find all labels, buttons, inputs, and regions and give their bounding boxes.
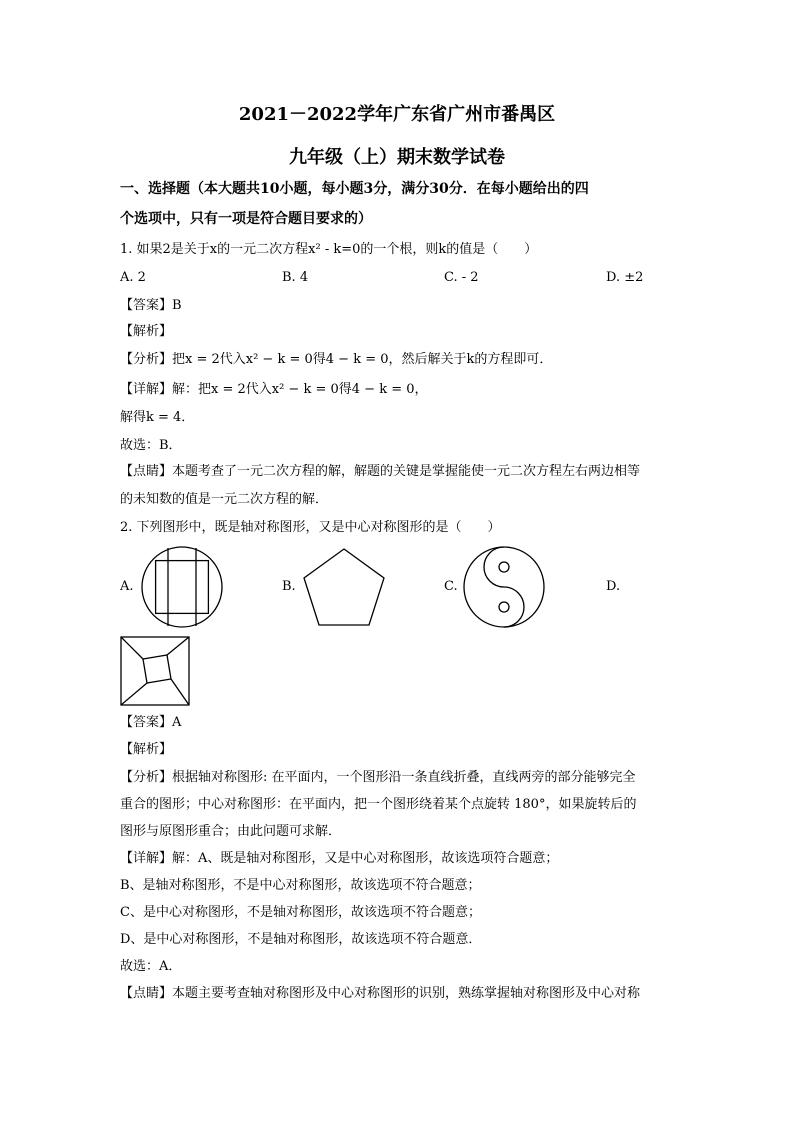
q2-label-d: D. [606, 579, 621, 594]
figure-a-circle-square [140, 545, 224, 629]
section-heading-line-2: 个选项中，只有一项是符合题目要求的） [120, 211, 372, 227]
section-heading-line-1: 一、选择题（本大题共10小题，每小题3分，满分30分．在每小题给出的四 [120, 181, 589, 197]
q1-choose: 故选：B． [120, 438, 182, 453]
q2-fenxi-line-1: 【分析】根据轴对称图形: 在平面内，一个图形沿一条直线折叠，直线两旁的部分能够完全 [120, 770, 636, 785]
title-line-1: 2021－2022学年广东省广州市番禺区 [238, 104, 556, 125]
q2-xiangjie-line-3: C、是中心对称图形，不是轴对称图形，故该选项不符合题意； [120, 905, 481, 920]
q1-analysis-heading: 【解析】 [120, 324, 173, 339]
q2-answer: 【答案】A [120, 715, 182, 730]
q1-stem: 1. 如果2是关于x的一元二次方程x² - k=0的一个根，则k的值是（ ） [120, 242, 538, 257]
q2-fenxi-line-2: 重合的图形；中心对称图形：在平面内，把一个图形绕着某个点旋转 180°，如果旋转后的 [120, 797, 637, 812]
title-line-2: 九年级（上）期末数学试卷 [289, 147, 505, 168]
q2-label-c: C. [444, 579, 458, 594]
q2-analysis-heading: 【解析】 [120, 742, 173, 757]
figure-d-pinwheel-square [120, 636, 190, 706]
q2-dianjing: 【点睛】本题主要考查轴对称图形及中心对称图形的识别，熟练掌握轴对称图形及中心对称 [120, 986, 641, 1001]
q2-xiangjie-line-4: D、是中心对称图形，不是轴对称图形，故该选项不符合题意． [120, 932, 482, 947]
q1-answer: 【答案】B [120, 298, 182, 313]
q2-label-a: A. [120, 579, 134, 594]
figure-b-pentagon [302, 545, 386, 629]
q1-option-b: B. 4 [282, 270, 309, 285]
q2-choose: 故选：A． [120, 959, 182, 974]
q2-fenxi-line-3: 图形与原图形重合；由此问题可求解． [120, 824, 342, 839]
q1-option-d: D. ±2 [606, 270, 644, 285]
q2-stem: 2. 下列图形中，既是轴对称图形，又是中心对称图形的是（ ） [120, 520, 501, 535]
figure-c-yin-yang [462, 545, 546, 629]
q1-option-a: A. 2 [120, 270, 146, 285]
q1-fenxi: 【分析】把x = 2代入x² − k = 0得4 − k = 0，然后解关于k的方程即可． [120, 352, 553, 367]
q1-dianjing-line-1: 【点睛】本题考查了一元二次方程的解，解题的关键是掌握能使一元二次方程左右两边相等 [120, 464, 641, 479]
q1-solve: 解得k = 4． [120, 410, 195, 425]
q1-xiangjie: 【详解】解：把x = 2代入x² − k = 0得4 − k = 0， [120, 382, 428, 397]
q2-xiangjie-line-1: 【详解】解：A、既是轴对称图形，又是中心对称图形，故该选项符合题意； [120, 851, 559, 866]
q1-option-c: C. - 2 [444, 270, 479, 285]
q2-label-b: B. [282, 579, 296, 594]
q2-xiangjie-line-2: B、是轴对称图形，不是中心对称图形，故该选项不符合题意； [120, 878, 481, 893]
q1-dianjing-line-2: 的未知数的值是一元二次方程的解． [120, 492, 329, 507]
